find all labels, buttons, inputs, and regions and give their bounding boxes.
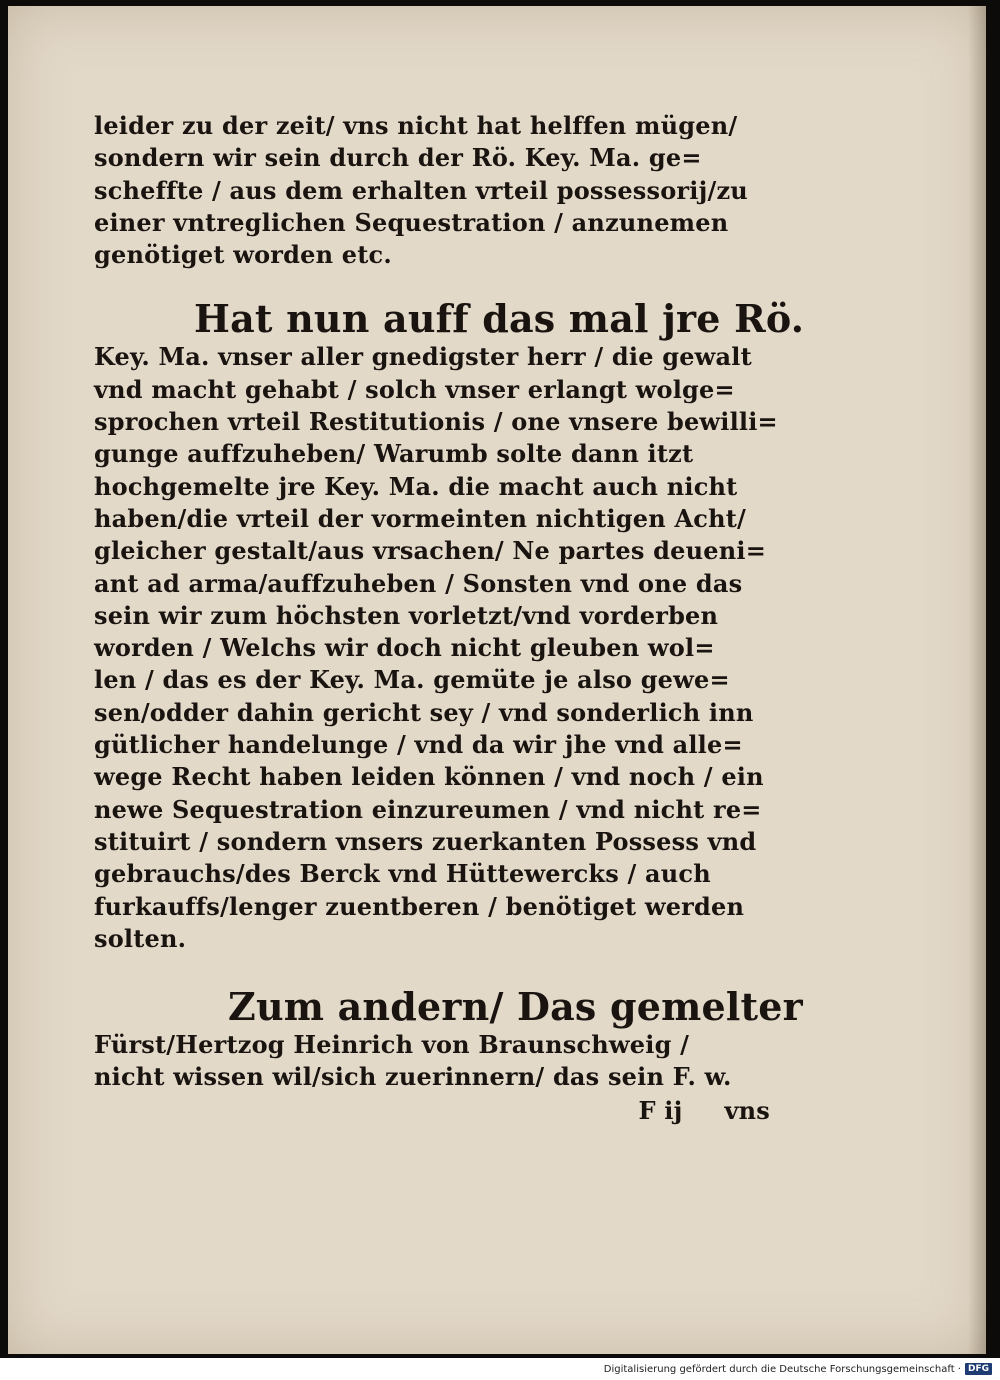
text-line: wege Recht haben leiden können / vnd noch / ein [94,762,764,792]
text-line: ant ad arma/auffzuheben / Sonsten vnd one das [94,568,743,598]
book-page [8,6,986,1354]
paragraph-1 [94,110,784,271]
digitization-footer [0,1358,1000,1380]
signature-catchword-line [94,1094,784,1128]
paragraph-3-opening-line: Zum andern/ Das gemelter [228,984,803,1030]
text-line: gütlicher handelunge / vnd da wir jhe vnd alle= [94,730,743,760]
paragraph-3 [94,984,803,1128]
text-line: solten. [94,923,187,953]
text-line: newe Sequestration einzureumen / vnd nicht re= [94,794,762,824]
text-line: Fürst/Hertzog Heinrich von Braunschweig / [94,1030,690,1060]
text-line: sondern wir sein durch der Rö. Key. Ma. ge= [94,143,702,173]
text-line: len / das es der Key. Ma. gemüte je also gewe= [94,665,730,695]
text-line: sein wir zum höchsten vorletzt/vnd vorderben [94,600,719,630]
dfg-logo: DFG [965,1363,992,1375]
text-line: leider zu der zeit/ vns nicht hat helffen mügen/ [94,111,738,140]
text-line: furkauffs/lenger zuentberen / benötiget werden [94,891,745,921]
text-line: vnd macht gehabt / solch vnser erlangt wolge= [94,374,735,404]
text-line: hochgemelte jre Key. Ma. die macht auch nicht [94,471,738,501]
text-line: genötiget worden etc. [94,240,392,270]
text-line: gebrauchs/des Berck vnd Hüttewercks / auch [94,859,711,889]
text-line: Key. Ma. vnser aller gnedigster herr / die gewalt [94,342,752,372]
text-line: haben/die vrteil der vormeinten nichtigen Acht/ [94,503,746,533]
text-line: gleicher gestalt/aus vrsachen/ Ne partes deueni= [94,536,767,566]
text-line: gunge auffzuheben/ Warumb solte dann itzt [94,439,694,469]
text-line: sen/odder dahin gericht sey / vnd sonderlich inn [94,697,754,727]
catchword: vns [724,1095,770,1125]
text-line: worden / Welchs wir doch nicht gleuben wol= [94,633,715,663]
funding-credit: Digitalisierung gefördert durch die Deutsche Forschungsgemeinschaft · [603,1363,961,1375]
text-line: stituirt / sondern vnsers zuerkanten Possess vnd [94,826,757,856]
paragraph-2-opening-line: Hat nun auff das mal jre Rö. [194,296,805,342]
text-line: scheffte / aus dem erhalten vrteil possessorij/zu [94,175,748,205]
text-line: sprochen vrteil Restitutionis / one vnsere bewilli= [94,407,778,437]
page-edge-shadow [968,6,986,1354]
page-text-block [94,110,805,1128]
text-line: einer vntreglichen Sequestration / anzunemen [94,207,729,237]
paragraph-2 [94,296,805,955]
signature-mark: F ij [638,1095,683,1125]
text-line: nicht wissen wil/sich zuerinnern/ das sein F. w. [94,1062,732,1092]
